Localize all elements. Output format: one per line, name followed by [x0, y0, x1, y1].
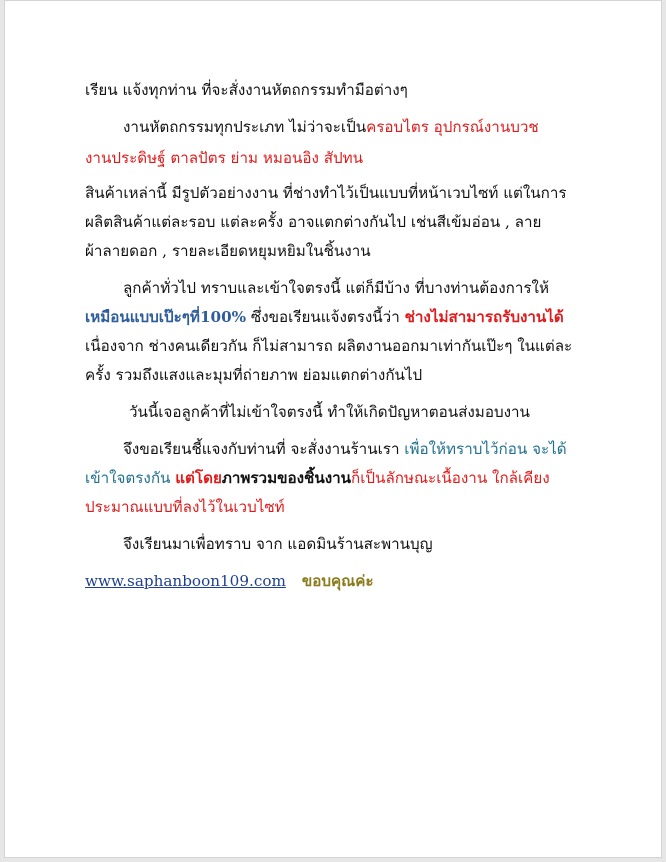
paragraph-5-bold: ภาพรวมของชิ้นงาน	[221, 469, 352, 487]
paragraph-3-line-3: เนื่องจาก ช่างคนเดียวกัน ก็ไม่สามารถ ผลิตงานออกมาเท่ากันเป๊ะๆ ในแต่ละ	[85, 337, 573, 355]
paragraph-5	[85, 438, 585, 519]
document-body	[85, 79, 585, 593]
website-link[interactable]: www.saphanboon109.com	[85, 572, 286, 590]
paragraph-3-exact-match: เหมือนแบบเป๊ะๆที่100%	[85, 308, 247, 326]
paragraph-5-line-3: ประมาณแบบที่ลงไว้ในเวบไซท์	[85, 498, 285, 516]
paragraph-1-line-1	[85, 116, 585, 139]
paragraph-3-refusal: ช่างไม่สามารถรับงานได้	[404, 308, 564, 326]
paragraph-3-line-2	[85, 306, 585, 329]
paragraph-3-line-4: ครั้ง รวมถึงแสงและมุมที่ถ่ายภาพ ย่อมแตกต่างกันไป	[85, 366, 423, 384]
paragraph-6: จึงเรียนมาเพื่อทราบ จาก แอดมินร้านสะพานบุญ	[123, 535, 433, 553]
paragraph-3-line-1: ลูกค้าทั่วไป ทราบและเข้าใจตรงนี้ แต่ก็มีบ้าง ที่บางท่านต้องการให้	[123, 279, 549, 297]
thanks-text: ขอบคุณค่ะ	[301, 572, 374, 590]
paragraph-5-text: จึงขอเรียนชี้แจงกับท่านที่ จะสั่งงานร้านเรา	[123, 440, 405, 458]
paragraph-3	[85, 277, 585, 387]
paragraph-5-line-2	[85, 467, 585, 490]
paragraph-1-text: งานหัตถกรรมทุกประเภท ไม่ว่าจะเป็น	[123, 118, 367, 136]
paragraph-2	[85, 182, 585, 263]
document-page	[4, 0, 662, 858]
paragraph-5-red-2: ก็เป็นลักษณะเนื้องาน ใกล้เคียง	[351, 469, 550, 487]
paragraph-5-teal-2: เข้าใจตรงกัน	[85, 469, 176, 487]
footer	[85, 570, 585, 593]
greeting-line: เรียน แจ้งทุกท่าน ที่จะสั่งงานหัตถกรรมทำมือต่างๆ	[85, 81, 408, 99]
paragraph-1-highlight: ครอบไตร อุปกรณ์งานบวช	[366, 118, 539, 136]
paragraph-1-line-2: งานประดิษฐ์ ตาลปัตร ย่าม หมอนอิง สัปทน	[85, 149, 364, 167]
paragraph-4: วันนี้เจอลูกค้าที่ไม่เข้าใจตรงนี้ ทำให้เกิดปัญหาตอนส่งมอบงาน	[129, 403, 530, 421]
paragraph-2-line-1: สินค้าเหล่านี้ มีรูปตัวอย่างงาน ที่ช่างทำไว้เป็นแบบที่หน้าเวบไซท์ แต่ในการ	[85, 184, 567, 202]
paragraph-2-line-2: ผลิตสินค้าแต่ละรอบ แต่ละครั้ง อาจแตกต่างกันไป เช่นสีเข้มอ่อน , ลาย	[85, 213, 542, 231]
paragraph-2-line-3: ผ้าลายดอก , รายละเอียดหยุมหยิมในชิ้นงาน	[85, 242, 371, 260]
paragraph-5-red-1: แต่โดย	[175, 469, 222, 487]
paragraph-5-teal-1: เพื่อให้ทราบไว้ก่อน จะได้	[404, 440, 567, 458]
paragraph-3-notice: ซึ่งขอเรียนแจ้งตรงนี้ว่า	[246, 308, 405, 326]
paragraph-5-line-1	[85, 438, 585, 461]
